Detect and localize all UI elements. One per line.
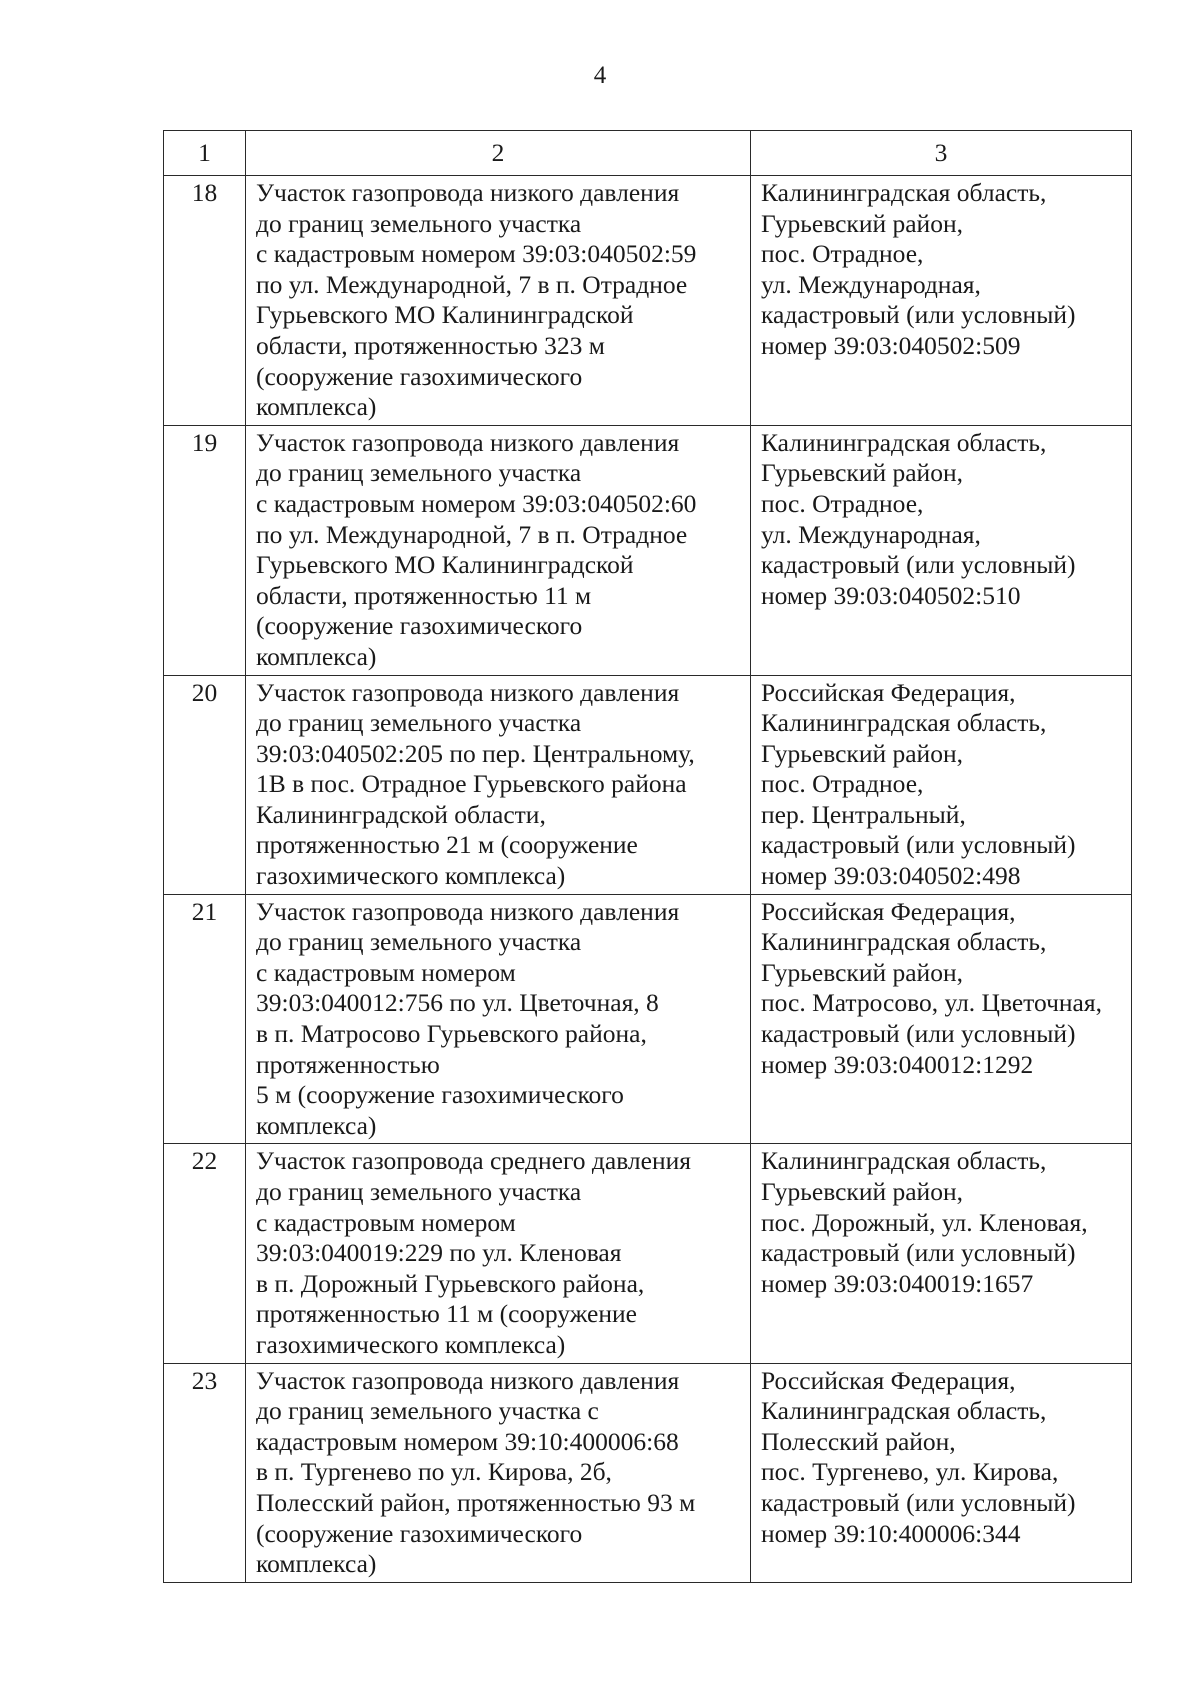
description-line: до границ земельного участка с [256,1396,599,1426]
description-line: Участок газопровода низкого давления [256,677,680,707]
address-line: Калининградская область, [761,1146,1047,1176]
address-line: Калининградская область, [761,927,1047,957]
address-line: кадастровый (или условный) [761,300,1076,330]
description-line: 5 м (сооружение газохимического [256,1080,624,1110]
object-address [751,1363,1132,1582]
description-line: Гурьевского МО Калининградской [256,300,634,330]
description-line: 39:03:040019:229 по ул. Кленовая [256,1238,622,1268]
address-line: Гурьевский район, [761,738,963,768]
description-line: Участок газопровода низкого давления [256,427,680,457]
table-row [164,675,1132,894]
description-line: Калининградской области, [256,799,546,829]
description-line: в п. Тургенево по ул. Кирова, 2б, [256,1457,612,1487]
description-line: в п. Дорожный Гурьевского района, [256,1268,645,1298]
object-description [246,425,751,675]
column-header-2: 2 [246,131,751,176]
description-line: Участок газопровода низкого давления [256,1365,680,1395]
address-line: пос. Отрадное, [761,239,924,269]
table-row [164,1144,1132,1363]
description-line: Полесский район, протяженностью 93 м [256,1487,696,1517]
description-line: области, протяженностью 323 м [256,330,605,360]
address-line: номер 39:03:040502:510 [761,580,1021,610]
address-line: номер 39:03:040502:509 [761,330,1021,360]
address-line: номер 39:03:040012:1292 [761,1049,1034,1079]
address-line: пос. Тургенево, ул. Кирова, [761,1457,1059,1487]
table-header-row [164,131,1132,176]
column-header-3: 3 [751,131,1132,176]
description-line: кадастровым номером 39:10:400006:68 [256,1426,679,1456]
description-line: комплекса) [256,1110,377,1140]
description-line: до границ земельного участка [256,927,582,957]
object-address [751,675,1132,894]
row-number: 23 [164,1363,246,1582]
address-line: пос. Отрадное, [761,769,924,799]
address-line: Гурьевский район, [761,957,963,987]
address-line: Полесский район, [761,1426,956,1456]
address-line: Калининградская область, [761,427,1047,457]
object-address [751,176,1132,426]
object-address [751,894,1132,1144]
table-row [164,425,1132,675]
address-line: ул. Международная, [761,519,981,549]
description-line: протяженностью 11 м (сооружение [256,1299,637,1329]
description-line: до границ земельного участка [256,708,582,738]
description-line: в п. Матросово Гурьевского района, [256,1019,647,1049]
address-line: Гурьевский район, [761,208,963,238]
table-row [164,1363,1132,1582]
object-description [246,1363,751,1582]
address-line: Калининградская область, [761,178,1047,207]
description-line: до границ земельного участка [256,1177,582,1206]
object-address [751,425,1132,675]
address-line: Гурьевский район, [761,458,963,488]
address-line: пос. Отрадное, [761,488,924,518]
address-line: пер. Центральный, [761,799,966,829]
description-line: Участок газопровода низкого давления [256,896,680,926]
table-row [164,176,1132,426]
description-line: (сооружение газохимического [256,1518,583,1548]
description-line: до границ земельного участка [256,208,582,238]
description-line: протяженностью 21 м (сооружение [256,830,638,860]
object-description [246,176,751,426]
address-line: Российская Федерация, [761,677,1016,707]
description-line: 39:03:040502:205 по пер. Центральному, [256,738,695,768]
description-line: по ул. Международной, 7 в п. Отрадное [256,519,688,549]
description-line: 1В в пос. Отрадное Гурьевского района [256,769,687,799]
page-number: 4 [593,62,607,89]
address-line: кадастровый (или условный) [761,1238,1076,1268]
address-line: Гурьевский район, [761,1177,963,1206]
description-line: комплекса) [256,641,377,671]
address-line: пос. Дорожный, ул. Кленовая, [761,1207,1088,1237]
object-table [163,130,1132,1583]
row-number: 20 [164,675,246,894]
column-header-1: 1 [164,131,246,176]
description-line: с кадастровым номером 39:03:040502:60 [256,488,697,518]
table-row [164,894,1132,1144]
description-line: Гурьевского МО Калининградской [256,550,634,580]
address-line: пос. Матросово, ул. Цветочная, [761,988,1102,1018]
description-line: Участок газопровода среднего давления [256,1146,691,1176]
address-line: кадастровый (или условный) [761,830,1076,860]
description-line: с кадастровым номером [256,957,516,987]
description-line: по ул. Международной, 7 в п. Отрадное [256,269,688,299]
row-number: 22 [164,1144,246,1363]
description-line: 39:03:040012:756 по ул. Цветочная, 8 [256,988,659,1018]
address-line: кадастровый (или условный) [761,1487,1076,1517]
row-number: 21 [164,894,246,1144]
object-address [751,1144,1132,1363]
description-line: комплекса) [256,392,377,422]
address-line: номер 39:03:040502:498 [761,861,1021,891]
description-line: газохимического комплекса) [256,861,566,891]
address-line: Калининградская область, [761,708,1047,738]
address-line: номер 39:03:040019:1657 [761,1268,1034,1298]
address-line: кадастровый (или условный) [761,1019,1076,1049]
description-line: комплекса) [256,1549,377,1579]
row-number: 19 [164,425,246,675]
object-description [246,894,751,1144]
address-line: Российская Федерация, [761,1365,1016,1395]
address-line: Российская Федерация, [761,896,1016,926]
description-line: до границ земельного участка [256,458,582,488]
object-description [246,675,751,894]
description-line: с кадастровым номером 39:03:040502:59 [256,239,697,269]
address-line: ул. Международная, [761,269,981,299]
description-line: с кадастровым номером [256,1207,516,1237]
description-line: (сооружение газохимического [256,361,583,391]
address-line: номер 39:10:400006:344 [761,1518,1021,1548]
description-line: Участок газопровода низкого давления [256,178,680,207]
object-description [246,1144,751,1363]
row-number: 18 [164,176,246,426]
address-line: Калининградская область, [761,1396,1047,1426]
description-line: области, протяженностью 11 м [256,580,592,610]
address-line: кадастровый (или условный) [761,550,1076,580]
description-line: газохимического комплекса) [256,1329,566,1359]
description-line: (сооружение газохимического [256,611,583,641]
description-line: протяженностью [256,1049,440,1079]
